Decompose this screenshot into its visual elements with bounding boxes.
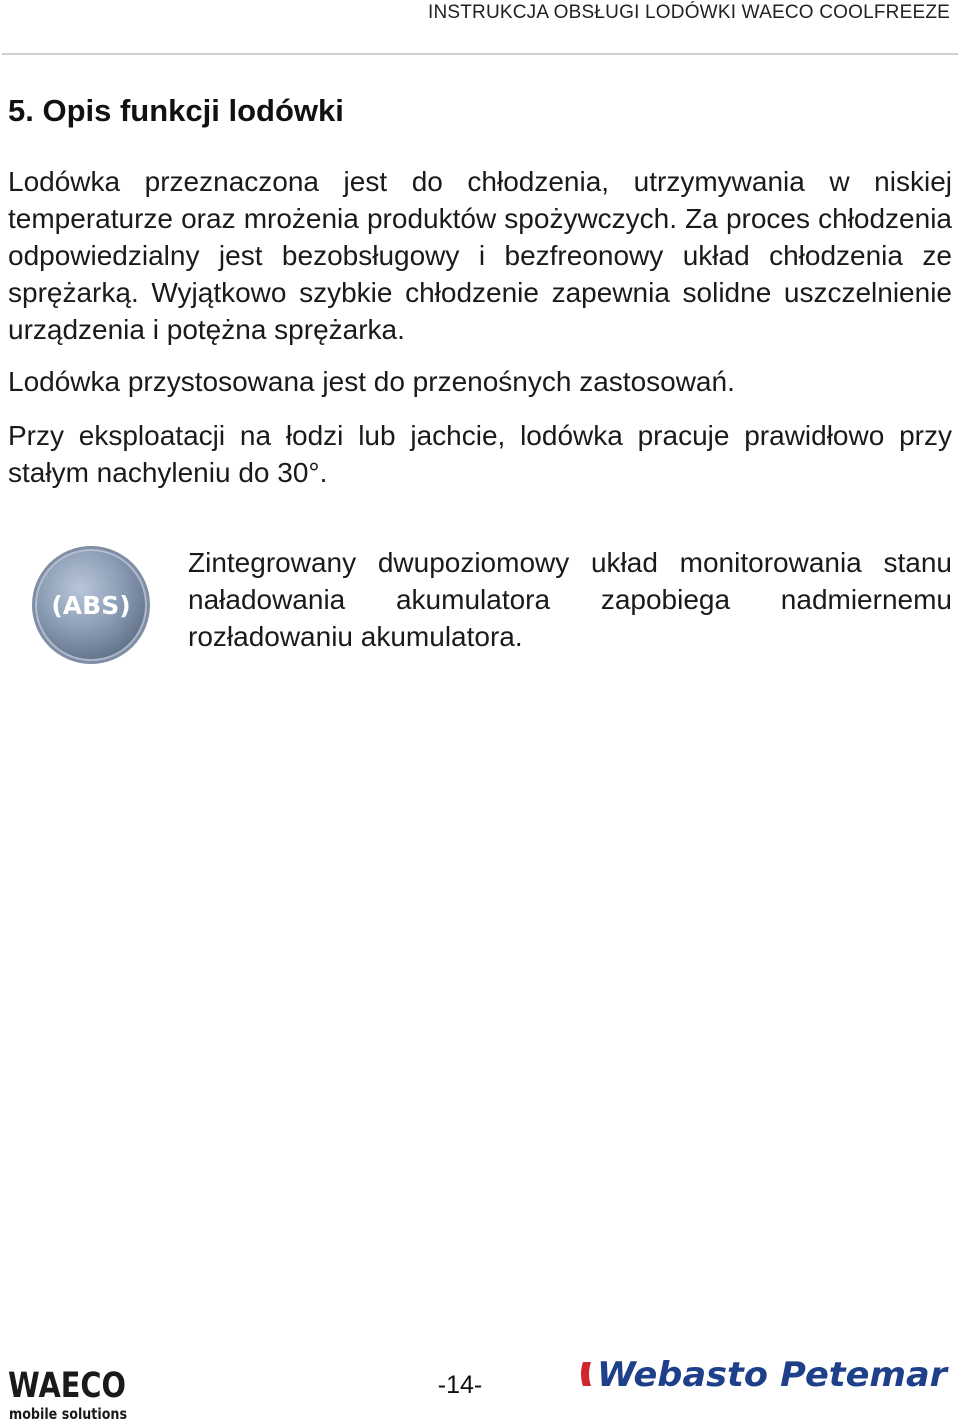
svg-text:WAECO: WAECO: [8, 1366, 126, 1406]
abs-icon-label: (ABS): [51, 591, 131, 620]
paragraph-portable: Lodówka przystosowana jest do przenośnych zastosowań.: [8, 366, 735, 397]
abs-feature: [30, 544, 952, 674]
abs-icon: [30, 544, 152, 666]
paragraph-boat-usage: Przy eksploatacji na łodzi lub jachcie, lodówka pracuje prawidłowo przy stałym nachyleniu do 30°.: [8, 420, 952, 488]
svg-text:Webasto Petemar: Webasto Petemar: [597, 1355, 950, 1395]
paragraph-description: Lodówka przeznaczona jest do chłodzenia, utrzymywania w niskiej temperaturze oraz mrożenia produktów spożywczych. Za proces chłodzenia odpowiedzialny jest bezobsługowy i bezfreonowy układ chłodzenia ze sprężarką. Wyjątkowo szybkie chłodzenie zapewnia solidne uszczelnienie urządzenia i potężna sprężarka.: [8, 166, 952, 345]
abs-feature-description: Zintegrowany dwupoziomowy układ monitorowania stanu naładowania akumulatora zapobiega nadmiernemu rozładowaniu akumulatora.: [188, 547, 952, 652]
webasto-petemar-logo: [577, 1354, 955, 1394]
svg-text:mobile solutions: mobile solutions: [9, 1405, 128, 1423]
page-number: -14-: [437, 1371, 483, 1399]
section-title: 5. Opis funkcji lodówki: [8, 93, 344, 128]
header-divider: [2, 53, 958, 55]
header-title: INSTRUKCJA OBSŁUGI LODÓWKI WAECO COOLFREEZE: [427, 2, 950, 23]
